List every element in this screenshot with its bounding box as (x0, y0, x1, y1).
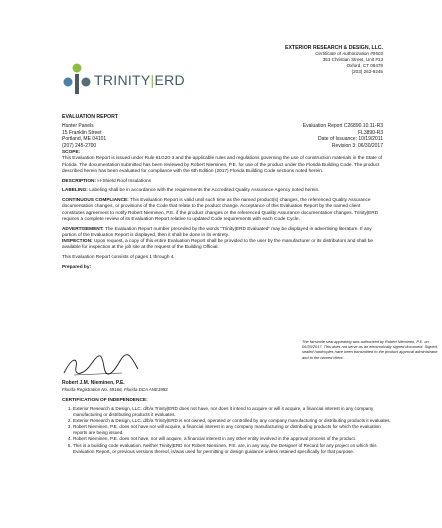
independence-item: 1. Exterior Research & Design, LLC. d/b/a Trinity|ERD does not have, nor does it intend to acquire or will it acquire, a financial interest in any company manufacturing or distributing products it evaluates. (73, 406, 394, 418)
seal-note: The facsimile seal appearing was authorized by Robert Nieminen, P.E. on 06/30/2017. This does not serve as an electronically signed document. Signed, sealed hardcopies have been transmitted to the product approval administrator and to the named client. (302, 339, 438, 360)
scope-paragraph: This Evaluation Report is issued under Rule 61G20-3 and the applicable rules and regulations governing the use of construction materials in the State of Florida. The documentation submitted has been reviewed by Robert Nieminen, P.E. for use of the product under the Florida Building Code. The product described herein has been evaluated for compliance with the 6th Edition (2017) Florida Building Code sections noted herein. (62, 156, 383, 174)
scope-heading: SCOPE: (62, 150, 81, 155)
independence-item: 4. Robert Nieminen, P.E. does not have, nor will acquire, a financial interest in any other entity involved in the approval process of the product. (73, 436, 394, 442)
advertisement-heading: ADVERTISEMENT: (62, 226, 104, 232)
company-name: EXTERIOR RESEARCH & DESIGN, LLC. (285, 45, 383, 51)
report-title: EVALUATION REPORT (62, 114, 119, 120)
independence-heading: CERTIFICATION OF INDEPENDENCE: (62, 398, 148, 403)
prepared-by-label: Prepared by: (62, 264, 92, 270)
continuous-compliance-heading: CONTINUOUS COMPLIANCE: (62, 197, 129, 203)
company-accreditation: Certificate of Authorization #9503 (315, 51, 383, 57)
signer-name: Robert J.M. Nieminen, P.E. (62, 380, 125, 386)
company-phone: (203) 262-9245 (351, 69, 383, 75)
company-city: Oxford, CT 06478 (346, 63, 383, 69)
page-count-text: This Evaluation Report consists of pages 1 through 4. (62, 255, 175, 261)
client-name: Hunter Panels (62, 123, 94, 129)
report-body (62, 150, 383, 274)
independence-list (62, 406, 394, 455)
labeling-text: Labeling shall be in accordance with the requirements the Accredited Quality Assurance Agency noted herein. (89, 188, 320, 194)
description-text: H-Shield Roof Insulations (97, 178, 151, 184)
independence-item: 5. This is a building code evaluation. Neither Trinity|ERD nor Robert Nieminen, P.E. are, in any way, the Designer of Record for any project on which this Evaluation Report, or previous versions thereof, is/was used for permitting or design guidance unless retained specifically for that purpose. (73, 443, 394, 455)
inspection-heading: INSPECTION: (62, 239, 93, 245)
client-street: 15 Franklin Street (62, 129, 102, 136)
independence-item: 2. Exterior Research & Design, LLC. d/b/a Trinity|ERD is not owned, operated or controlled by any company manufacturing or distributing products it evaluates. (73, 418, 394, 424)
continuous-compliance-text: This Evaluation Report is valid until such time as the named product(s) changes, the referenced Quality Assurance documentation changes, or provisions of the Code that relate to the product change. Acceptance of this Evaluation Report by the named client constitutes agreement to notify Robert Nieminen, P.E. if the product changes or the referenced Quality Assurance documentation changes. Trinity|ERD requires a complete review of its Evaluation Report relative to updated Code requirements with each Code Cycle. (62, 197, 379, 222)
florida-approval-number: FL3890-R3 (357, 129, 383, 136)
description-heading: DESCRIPTION: (62, 178, 97, 184)
handwritten-signature (62, 353, 142, 379)
independence-item: 3. Robert Nieminen, P.E. does not have nor will acquire, a financial interest in any company manufacturing or distributing products for which the evaluation reports are being issued. (73, 424, 394, 436)
logo-brand: TRINITY (94, 72, 151, 88)
evaluation-info-block (303, 123, 383, 150)
logo-mark-icon (62, 62, 92, 96)
evaluation-report-number: Evaluation Report C26890.10.11-R3 (302, 123, 383, 129)
client-phone: (207) 245-2700 (62, 143, 97, 150)
company-street: 353 Christian Street, Unit #13 (322, 57, 383, 63)
company-address-block (285, 45, 383, 75)
logo-wordmark (94, 72, 185, 88)
labeling-heading: LABELING: (62, 188, 88, 194)
signer-registration: Florida Registration No. 59166, Florida DCA ANE1983 (62, 387, 168, 392)
trinity-erd-logo (62, 60, 192, 100)
client-address-block (62, 123, 106, 150)
logo-separator: | (150, 72, 155, 88)
inspection-text: Upon request, a copy of this entire Evaluation Report shall be provided to the user by the manufacturer or its distributors and shall be available for inspection at the job site at the request of the Building Official. (62, 239, 374, 251)
logo-suffix: ERD (154, 72, 185, 88)
date-of-issuance: Date of Issuance: 10/19/2011 (318, 136, 383, 143)
advertisement-text: The Evaluation Report number preceded by the words “Trinity|ERD Evaluated” may be displayed in advertising literature. If any portion of the Evaluation Report is displayed, then it shall be done in its entirety. (62, 226, 372, 238)
revision-date: Revision 3: 06/30/2017 (331, 143, 383, 150)
client-city: Portland, ME 04101 (62, 136, 107, 143)
